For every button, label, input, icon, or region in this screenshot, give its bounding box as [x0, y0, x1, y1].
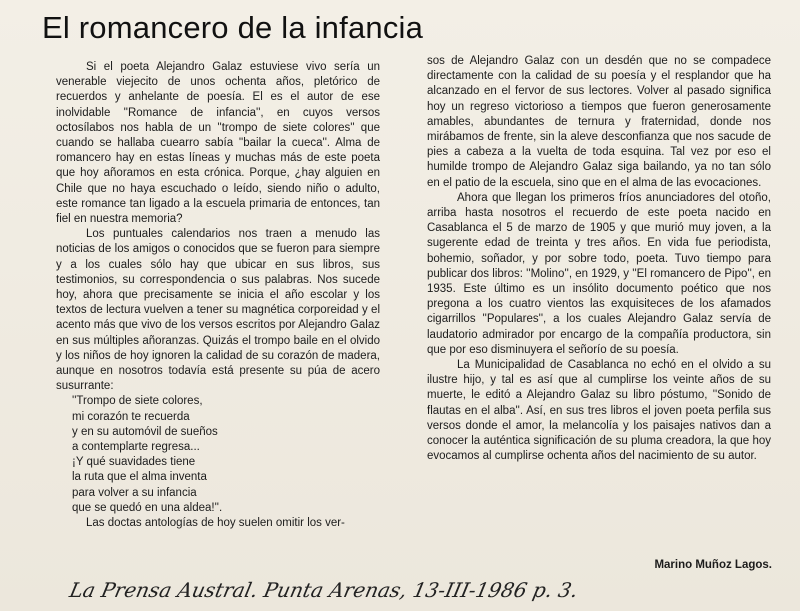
- poem-line: que se quedó en una aldea!''.: [72, 501, 223, 514]
- right-column: [427, 54, 771, 464]
- poem-line: para volver a su infancia: [72, 486, 197, 499]
- poem-line: ¡Y qué suavidades tiene: [72, 456, 196, 469]
- poem-line: la ruta que el alma inventa: [72, 471, 207, 484]
- poem-line: a contemplarte regresa...: [72, 441, 200, 454]
- paragraph-3: Las doctas antologías de hoy suelen omitir los ver-: [86, 517, 345, 530]
- paragraph-1: Si el poeta Alejandro Galaz estuviese vivo sería un venerable viejecito de unos ochenta años, pletórico de recuerdos y anhelante de poesía. El es el autor de ese inolvidable ''Romance de infancia'', en cuyos versos octosílabos nos habla de un ''trompo de siete colores'' que cuando se hallaba cuearro sabía ''bailar la cueca''. Alma de romancero hay en estas líneas y muchas más de este poeta que hoy añoramos en esta crónica. Porque, ¿hay alguien en Chile que no haya escuchado o leído, siendo niño o adulto, este romance tan ligado a la escuela primaria de entonces, tan fiel en nuestra memoria?: [56, 61, 380, 226]
- poem-line: mi corazón te recuerda: [72, 410, 190, 423]
- handwritten-source-note: La Prensa Austral. Punta Arenas, 13-III-1986 p. 3.: [67, 578, 581, 602]
- author-signature: Marino Muñoz Lagos.: [654, 559, 772, 571]
- poem-line: ''Trompo de siete colores,: [72, 395, 203, 408]
- paragraph-6: La Municipalidad de Casablanca no echó en el olvido a su ilustre hijo, y tal es así que al cumplirse los veinte años de su muerte, le editó a Alejandro Galaz su libro póstumo, ''Sonido de flautas en el alba''. Así, en sus tres libros el joven poeta perfila sus versos donde el amor, la melancolía y los paisajes nativos dan a conocer la auténtica significación de su pluma creadora, la que hoy evocamos al cumplirse ochenta años del nacimiento de su autor.: [427, 359, 771, 463]
- paragraph-4: sos de Alejandro Galaz con un desdén que no se compadece directamente con la calidad de su poesía y el resplandor que ha alcanzado en el fervor de sus lectores. Volver al pasado significa hoy un regreso victorioso a tiempos que fueron generosamente amables, abundantes de ternura y fraternidad, donde nos mirábamos de frente, sin la aleve desconfianza que nos sacude de pies a cabeza a la vuelta de toda esquina. Tal vez por eso el humilde trompo de Alejandro Galaz siga bailando, ya no tan sólo en el patio de la escuela, sino que en el alma de las evocaciones.: [427, 55, 771, 189]
- left-column: [56, 60, 380, 531]
- paragraph-2: Los puntuales calendarios nos traen a menudo las noticias de los amigos o conocidos que se fueron para siempre y a los cuales sólo hay que ubicar en sus libros, sus testimonios, su correspondencia o sus palabras. Nos sucede hoy, ahora que precisamente se inicia el año escolar y los textos de lectura vuelven a tener su magnética corporeidad y el acento más que vivo de los versos escritos por Alejandro Galaz en sus múltiples añoranzas. Quizás el trompo baile en el olvido y los niños de hoy ignoren la calidad de su corazón de madera, aunque en nosotros todavía está presente su púa de acero susurrante:: [56, 228, 380, 393]
- paragraph-5: Ahora que llegan los primeros fríos anunciadores del otoño, arriba hasta nosotros el recuerdo de este poeta nacido en Casablanca el 5 de marzo de 1905 y que murió muy joven, a la sugerente edad de treinta y tres años. En vida fue periodista, bohemio, soñador, y por sobre todo, poeta. Tuvo tiempo para publicar dos libros: ''Molino'', en 1929, y ''El romancero de Pipo'', en 1935. Este último es un insólito documento poético que nos pregona a los cuatro vientos las exquisiteces de los afamados cigarrillos ''Populares'', a los cuales Alejandro Galaz servía de laudatorio admirador por encargo de la compañía productora, sin que por eso disminuyera el señorío de su poesía.: [427, 191, 771, 356]
- poem-line: y en su automóvil de sueños: [72, 425, 218, 438]
- article-title: El romancero de la infancia: [42, 10, 424, 45]
- poem-quote: [72, 394, 380, 516]
